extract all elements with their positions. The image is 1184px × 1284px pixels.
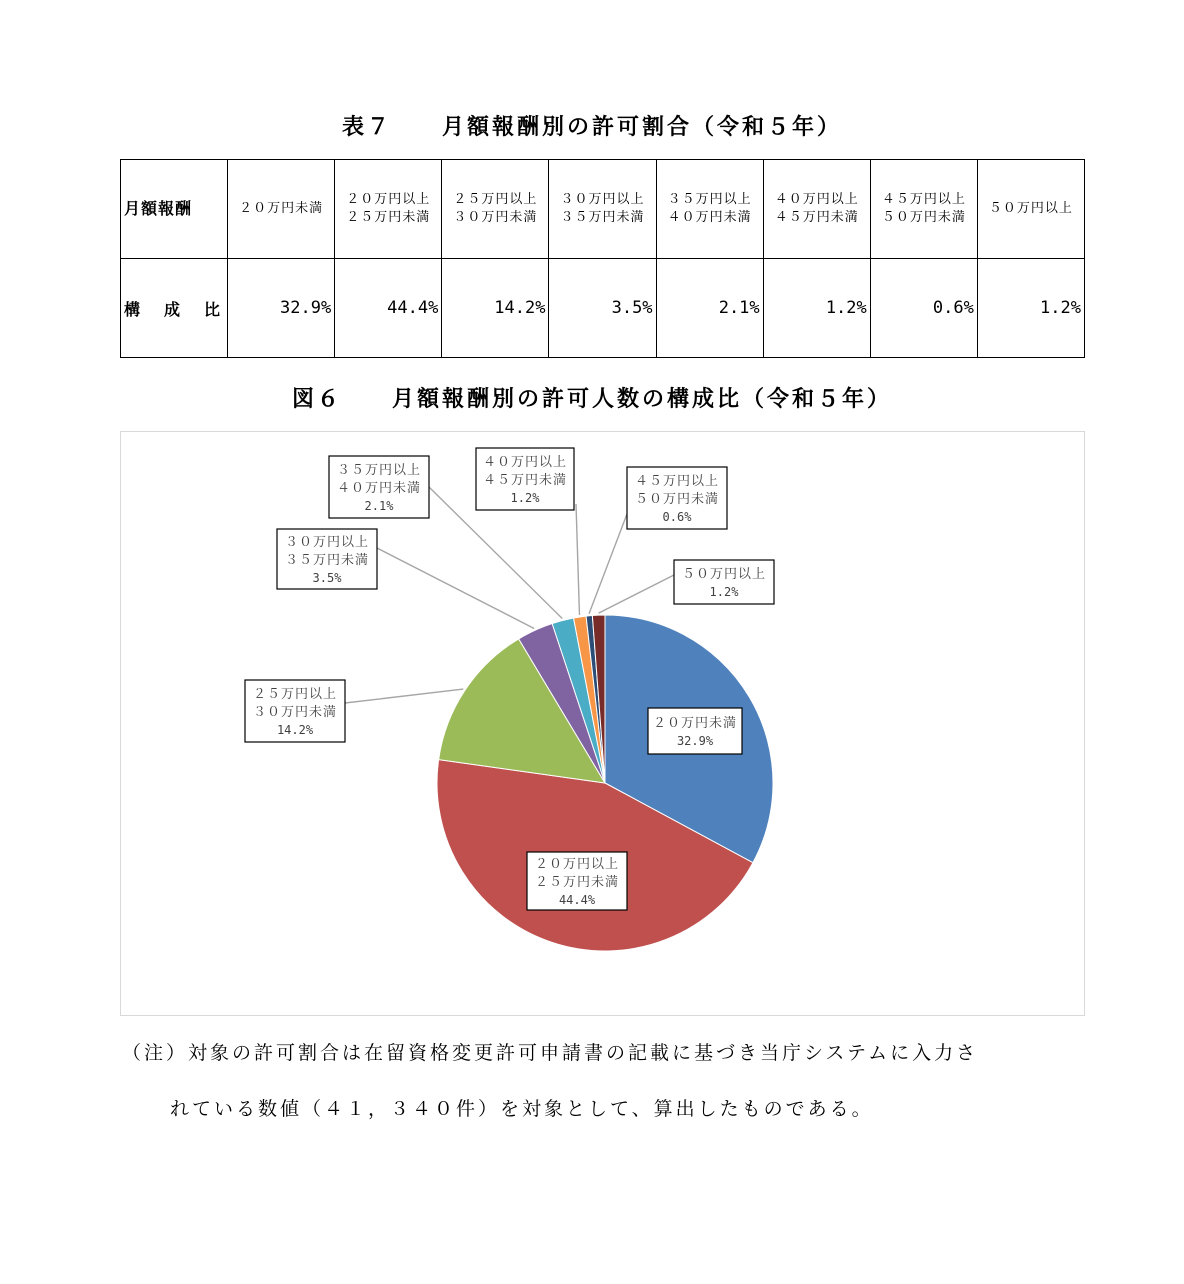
data-label-category: ４０万円以上 bbox=[482, 455, 568, 470]
column-header bbox=[656, 160, 763, 259]
data-label-value: 3.5% bbox=[312, 571, 342, 585]
leader-line bbox=[589, 514, 627, 614]
data-label-value: 2.1% bbox=[364, 499, 394, 513]
column-header bbox=[549, 160, 656, 259]
ratio-cell: 32.9% bbox=[228, 259, 335, 358]
ratio-cell: 1.2% bbox=[763, 259, 870, 358]
column-header-line1: ３５万円以上 bbox=[667, 192, 752, 207]
column-header-line2: ２５万円未満 bbox=[346, 210, 431, 225]
data-label-category: ５０万円以上 bbox=[681, 567, 767, 582]
pie-chart bbox=[121, 432, 1084, 1015]
note-line-2: れている数値（４１，３４０件）を対象として、算出したものである。 bbox=[170, 1098, 874, 1120]
column-header-line2: ３０万円未満 bbox=[453, 210, 538, 225]
salary-ratio-table bbox=[120, 159, 1085, 358]
data-label-value: 44.4% bbox=[558, 893, 596, 907]
column-header-line1: ４５万円以上 bbox=[881, 192, 966, 207]
data-label-category: ２５万円未満 bbox=[534, 875, 620, 890]
leader-line bbox=[576, 504, 579, 615]
data-label-value: 0.6% bbox=[662, 510, 692, 524]
column-header-line1: ４０万円以上 bbox=[774, 192, 859, 207]
row-header-ratio: 構 成 比 bbox=[121, 259, 228, 358]
column-header-line1: ２５万円以上 bbox=[453, 192, 538, 207]
data-label-category: ４５万円未満 bbox=[482, 473, 568, 488]
ratio-cell: 2.1% bbox=[656, 259, 763, 358]
data-label-category: ３０万円未満 bbox=[252, 705, 338, 720]
data-label-category: ３０万円以上 bbox=[284, 535, 370, 550]
ratio-cell: 1.2% bbox=[977, 259, 1084, 358]
leader-line bbox=[599, 575, 674, 613]
leader-line bbox=[377, 548, 534, 628]
table-header-row bbox=[121, 160, 1085, 259]
data-label-category: ４０万円未満 bbox=[336, 481, 422, 496]
column-header bbox=[228, 160, 335, 259]
ratio-cell: 0.6% bbox=[870, 259, 977, 358]
column-header-line1: ２０万円以上 bbox=[346, 192, 431, 207]
data-label-category: ５０万円未満 bbox=[634, 492, 720, 507]
data-label-value: 14.2% bbox=[276, 723, 314, 737]
column-header bbox=[335, 160, 442, 259]
ratio-cell: 44.4% bbox=[335, 259, 442, 358]
row-header-salary: 月額報酬 bbox=[121, 160, 228, 259]
data-label-category: ３５万円以上 bbox=[336, 463, 422, 478]
column-header-line1: ３０万円以上 bbox=[560, 192, 645, 207]
data-label-value: 32.9% bbox=[676, 734, 714, 748]
figure-title: 図６ 月額報酬別の許可人数の構成比（令和５年） bbox=[291, 387, 892, 412]
ratio-cell: 14.2% bbox=[442, 259, 549, 358]
column-header-line2: ４５万円未満 bbox=[774, 210, 859, 225]
column-header bbox=[442, 160, 549, 259]
column-header-line2: ５０万円未満 bbox=[881, 210, 966, 225]
data-label-value: 1.2% bbox=[510, 491, 540, 505]
column-header-line2: ３５万円未満 bbox=[560, 210, 645, 225]
chart-area bbox=[120, 431, 1085, 1016]
table-title: 表７ 月額報酬別の許可割合（令和５年） bbox=[341, 115, 842, 140]
data-label-category: ２０万円未満 bbox=[652, 716, 738, 731]
column-header-line1: ５０万円以上 bbox=[988, 201, 1073, 216]
leader-line bbox=[345, 689, 463, 703]
column-header bbox=[977, 160, 1084, 259]
ratio-cell: 3.5% bbox=[549, 259, 656, 358]
data-label-category: ２０万円以上 bbox=[534, 857, 620, 872]
column-header-line1: ２０万円未満 bbox=[239, 201, 324, 216]
column-header bbox=[870, 160, 977, 259]
note-line-1: （注）対象の許可割合は在留資格変更許可申請書の記載に基づき当庁システムに入力さ bbox=[122, 1042, 979, 1064]
data-label-value: 1.2% bbox=[709, 585, 739, 599]
column-header-line2: ４０万円未満 bbox=[667, 210, 752, 225]
data-label-category: ２５万円以上 bbox=[252, 687, 338, 702]
table-value-row bbox=[121, 259, 1085, 358]
data-label-category: ３５万円未満 bbox=[284, 553, 370, 568]
column-header bbox=[763, 160, 870, 259]
data-label-category: ４５万円以上 bbox=[634, 474, 720, 489]
